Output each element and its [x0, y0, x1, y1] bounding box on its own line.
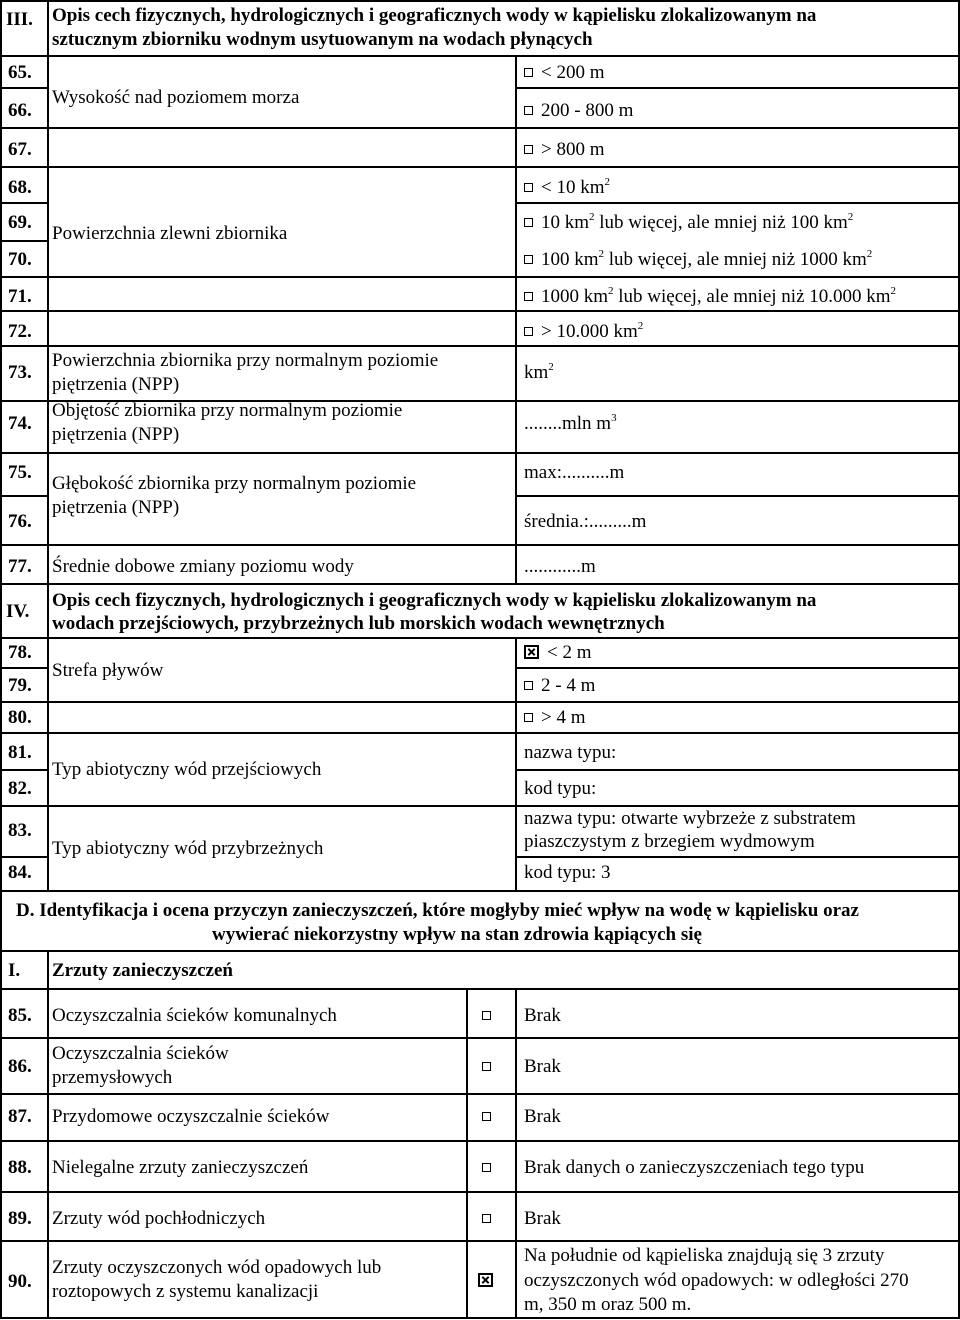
checkbox-icon [524, 713, 533, 722]
reservoir-area-label: Powierzchnia zbiornika przy normalnym poziomie [52, 350, 439, 371]
rule [0, 166, 960, 168]
option-label: > 800 m [541, 139, 605, 160]
subsection-number: I. [8, 960, 21, 981]
rule [0, 805, 960, 807]
rule [0, 55, 960, 57]
rule [0, 310, 960, 312]
altitude-label: Wysokość nad poziomem morza [52, 87, 300, 108]
discharge-label: Oczyszczalnia ścieków komunalnych [52, 1005, 337, 1026]
rule [0, 0, 960, 2]
coastal-type-label: Typ abiotyczny wód przybrzeżnych [52, 838, 324, 859]
superscript: 3 [611, 411, 617, 424]
row-number: 71. [8, 286, 32, 307]
rule [0, 202, 48, 204]
row-number: 82. [8, 778, 32, 799]
option-altitude-gt800[interactable] [524, 139, 605, 161]
checkbox-icon [524, 218, 533, 227]
rule [0, 988, 960, 990]
rule [0, 276, 960, 278]
rule [0, 637, 960, 639]
section-III-title-line2: sztucznym zbiorniku wodnym usytuowanym na wodach płynących [52, 29, 593, 50]
superscript: 2 [890, 284, 897, 297]
row-number: 85. [8, 1005, 32, 1026]
row-number: 67. [8, 139, 32, 160]
tide-label: Strefa pływów [52, 660, 164, 681]
rule [515, 988, 517, 1319]
rule [0, 583, 960, 585]
superscript: 2 [847, 210, 854, 223]
row-number: 66. [8, 100, 32, 121]
catchment-label: Powierzchnia zlewni zbiornika [52, 223, 288, 244]
reservoir-area-label: piętrzenia (NPP) [52, 374, 180, 395]
superscript: 2 [598, 247, 605, 260]
checkbox-icon [482, 1062, 491, 1071]
option-tide-gt4[interactable] [524, 707, 586, 729]
row-number: 81. [8, 742, 32, 763]
depth-avg-value: średnia.:.........m [524, 511, 647, 532]
rule [515, 856, 960, 858]
option-label: lub więcej, ale mniej niż 100 km [594, 212, 848, 233]
option-label: > 4 m [541, 707, 586, 728]
transitional-type-label: Typ abiotyczny wód przejściowych [52, 759, 322, 780]
checkbox-icon [524, 183, 533, 192]
depth-label: Głębokość zbiornika przy normalnym poziomie [52, 473, 417, 494]
checkbox-icon [482, 1214, 491, 1223]
rule [0, 452, 960, 454]
row-number: 65. [8, 62, 32, 83]
row-number: 89. [8, 1208, 32, 1229]
rule [466, 988, 468, 1319]
discharge-value: oczyszczonych wód opadowych: w odległości 270 [524, 1270, 909, 1291]
row-number: 68. [8, 177, 32, 198]
discharge-checkbox[interactable] [478, 1270, 501, 1292]
discharge-value: Brak [524, 1106, 561, 1127]
reservoir-volume-label: piętrzenia (NPP) [52, 424, 180, 445]
option-altitude-lt200[interactable] [524, 62, 605, 84]
row-number: 73. [8, 362, 32, 383]
option-catchment-gt10000[interactable] [524, 321, 643, 343]
superscript: 2 [589, 210, 595, 223]
superscript: 2 [637, 319, 644, 332]
checkbox-icon [524, 292, 533, 301]
discharge-checkbox[interactable] [482, 1005, 499, 1027]
rule [0, 544, 960, 546]
rule [0, 495, 48, 497]
rule [0, 950, 960, 952]
checkbox-icon [482, 1112, 491, 1121]
row-number: 72. [8, 321, 32, 342]
checkbox-icon [482, 1011, 491, 1020]
checkbox-icon [524, 68, 533, 77]
discharge-checkbox[interactable] [482, 1208, 499, 1230]
option-label: 100 km [541, 249, 599, 270]
discharge-value: Brak [524, 1208, 561, 1229]
row-number: 83. [8, 820, 32, 841]
row-number: 79. [8, 675, 32, 696]
row-number: 84. [8, 862, 32, 883]
value: ........mln m [524, 413, 612, 434]
rule [515, 637, 517, 890]
superscript: 2 [548, 360, 554, 373]
reservoir-volume-value [524, 413, 617, 435]
discharge-value: Na południe od kąpieliska znajdują się 3 zrzuty [524, 1245, 885, 1266]
checked-checkbox-icon [524, 645, 539, 659]
rule [515, 667, 960, 669]
option-label: lub więcej, ale mniej niż 10.000 km [613, 286, 891, 307]
row-number: 80. [8, 707, 32, 728]
section-III-title-line1: Opis cech fizycznych, hydrologicznych i geograficznych wody w kąpielisku zlokalizowanym na [52, 5, 817, 26]
row-number: 69. [8, 212, 32, 233]
rule [0, 732, 960, 734]
option-label: < 200 m [541, 62, 605, 83]
coastal-type-name: piaszczystym z brzegiem wydmowym [524, 831, 815, 852]
discharge-label: Przydomowe oczyszczalnie ścieków [52, 1106, 330, 1127]
discharge-label: Oczyszczalnia ścieków [52, 1043, 229, 1064]
coastal-type-name: nazwa typu: otwarte wybrzeże z substratem [524, 808, 856, 829]
rule [515, 87, 960, 89]
section-III-number: III. [6, 9, 33, 30]
discharge-label: roztopowych z systemu kanalizacji [52, 1281, 319, 1302]
checkbox-icon [524, 106, 533, 115]
discharge-checkbox[interactable] [482, 1106, 499, 1128]
checkbox-icon [524, 255, 533, 264]
rule [0, 701, 960, 703]
option-catchment-lt10[interactable] [524, 177, 610, 199]
discharge-value: Brak [524, 1005, 561, 1026]
transitional-type-code: kod typu: [524, 778, 597, 799]
discharge-label: Nielegalne zrzuty zanieczyszczeń [52, 1157, 309, 1178]
option-label: lub więcej, ale mniej niż 1000 km [604, 249, 867, 270]
depth-label: piętrzenia (NPP) [52, 497, 180, 518]
rule [515, 495, 960, 497]
coastal-type-code: kod typu: 3 [524, 862, 611, 883]
rule [0, 1317, 960, 1319]
section-IV-number: IV. [6, 601, 30, 622]
rule [0, 127, 960, 129]
option-label: 200 - 800 m [541, 100, 634, 121]
rule [0, 1037, 960, 1039]
checkbox-icon [524, 681, 533, 690]
section-D-title-line2: wywierać niekorzystny wpływ na stan zdrowia kąpiących się [212, 924, 702, 945]
section-D-title-line1: D. Identyfikacja i ocena przyczyn zanieczyszczeń, które mogłyby mieć wpływ na wodę w kąpielisku oraz [16, 900, 859, 921]
row-number: 70. [8, 249, 32, 270]
option-catchment-100-1000[interactable] [524, 249, 872, 271]
option-catchment-10-100[interactable] [524, 212, 853, 234]
option-label: < 10 km [541, 177, 605, 198]
option-label: 1000 km [541, 286, 609, 307]
option-tide-lt2[interactable] [524, 642, 592, 664]
value: km [524, 362, 549, 383]
row-number: 75. [8, 462, 32, 483]
rule [0, 240, 48, 242]
superscript: 2 [866, 247, 873, 260]
checkbox-icon [482, 1163, 491, 1172]
superscript: 2 [608, 284, 614, 297]
subsection-title: Zrzuty zanieczyszczeń [52, 960, 233, 981]
row-number: 88. [8, 1157, 32, 1178]
rule [0, 87, 48, 89]
rule [515, 202, 960, 204]
row-number: 76. [8, 511, 32, 532]
discharge-label: przemysłowych [52, 1067, 173, 1088]
option-label: 10 km [541, 212, 590, 233]
level-change-value: ............m [524, 556, 596, 577]
discharge-value: m, 350 m oraz 500 m. [524, 1294, 692, 1315]
discharge-label: Zrzuty oczyszczonych wód opadowych lub [52, 1257, 382, 1278]
checked-checkbox-icon [478, 1273, 493, 1287]
row-number: 77. [8, 556, 32, 577]
option-tide-2-4[interactable] [524, 675, 595, 697]
depth-max-value: max:..........m [524, 462, 625, 483]
rule [0, 1140, 960, 1142]
row-number: 78. [8, 642, 32, 663]
rule [0, 667, 48, 669]
discharge-checkbox[interactable] [482, 1056, 499, 1078]
rule [0, 890, 960, 892]
row-number: 74. [8, 413, 32, 434]
discharge-checkbox[interactable] [482, 1157, 499, 1179]
rule [47, 0, 49, 890]
rule [0, 0, 2, 1319]
option-catchment-1000-10000[interactable] [524, 286, 896, 308]
rule [0, 769, 48, 771]
checkbox-icon [524, 145, 533, 154]
reservoir-area-value [524, 362, 554, 384]
rule [0, 1191, 960, 1193]
row-number: 87. [8, 1106, 32, 1127]
option-label: < 2 m [547, 642, 592, 663]
rule [0, 856, 48, 858]
rule [47, 950, 49, 1319]
rule [0, 345, 960, 347]
reservoir-volume-label: Objętość zbiornika przy normalnym poziomie [52, 400, 403, 421]
superscript: 2 [604, 175, 610, 188]
option-label: 2 - 4 m [541, 675, 596, 696]
option-altitude-200-800[interactable] [524, 100, 633, 122]
row-number: 86. [8, 1056, 32, 1077]
rule [0, 1240, 960, 1242]
discharge-value: Brak [524, 1056, 561, 1077]
rule [515, 55, 517, 584]
level-change-label: Średnie dobowe zmiany poziomu wody [52, 556, 354, 577]
discharge-label: Zrzuty wód pochłodniczych [52, 1208, 266, 1229]
rule [515, 769, 960, 771]
section-IV-title-line1: Opis cech fizycznych, hydrologicznych i geograficznych wody w kąpielisku zlokalizowanym na [52, 590, 817, 611]
section-IV-title-line2: wodach przejściowych, przybrzeżnych lub morskich wodach wewnętrznych [52, 613, 665, 634]
checkbox-icon [524, 327, 533, 336]
option-label: > 10.000 km [541, 321, 638, 342]
discharge-value: Brak danych o zanieczyszczeniach tego typu [524, 1157, 865, 1178]
rule [0, 1093, 960, 1095]
row-number: 90. [8, 1271, 32, 1292]
transitional-type-name: nazwa typu: [524, 742, 617, 763]
